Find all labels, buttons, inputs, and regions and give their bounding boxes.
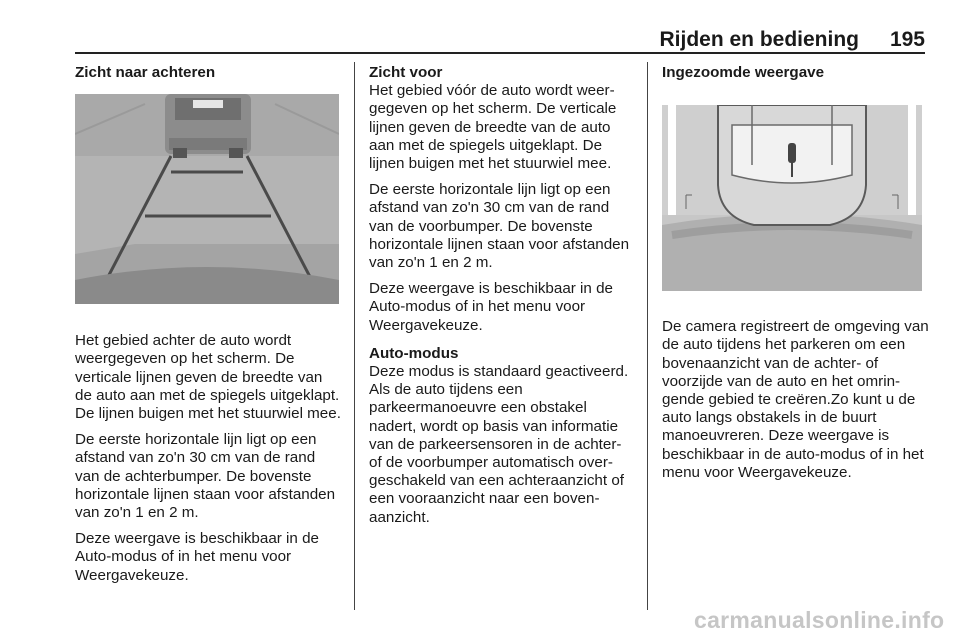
paragraph: De camera registreert de omgeving van de auto tijdens het parkeren om een bovenaanzicht van de achter- of voorzijde van de auto en het omringende gebied te creëren.Zo kunt u de auto langs obstakels in de buurt manoeuvreren. Deze weergave is beschikbaar in de auto-modus of in het menu voor Weergavekeuze. (662, 318, 929, 481)
section-heading-auto-mode: Auto-modus (369, 344, 459, 362)
top-view-illustration (662, 105, 922, 291)
rear-camera-illustration (75, 94, 339, 304)
rear-camera-image (75, 94, 339, 304)
paragraph: Deze weergave is beschikbaar in de Auto-modus of in het menu voor Weergavekeuze. (369, 280, 613, 334)
section-heading-rear-view: Zicht naar achteren (75, 64, 216, 81)
section-heading-front-view: Zicht voor (369, 64, 443, 81)
paragraph: Het gebied vóór de auto wordt weergegeven op het scherm. De verticale lijnen geven de breedte van de auto aan met de spiegels uitgeklapt. De lijnen buigen met het stuurwiel mee. (369, 82, 617, 173)
header-title: Rijden en bediening (659, 28, 859, 51)
paragraph: Deze weergave is beschikbaar in de Auto-modus of in het menu voor Weergavekeuze. (75, 530, 319, 584)
paragraph: Deze modus is standaard geactiveerd. Als de auto tijdens een parkeermanoeuvre een obstakel nadert, wordt op basis van informatie van de parkeersensoren in de achter- of de voorbumper automatisch overgeschakeld van een achteraanzicht of een vooraanzicht naar een bovenaanzicht. (369, 363, 629, 526)
watermark: carmanualsonline.info (694, 607, 945, 633)
paragraph: Het gebied achter de auto wordt weergegeven op het scherm. De verticale lijnen geven de breedte van de auto aan met de spiegels uitgeklapt. De lijnen buigen met het stuurwiel mee. (75, 332, 341, 423)
header-rule (75, 52, 925, 54)
page-number: 195 (889, 28, 925, 51)
paragraph: De eerste horizontale lijn ligt op een afstand van zo'n 30 cm van de rand van de achterbumper. De bovenste horizontale lijnen staan voor afstanden van zo'n 1 en 2 m. (75, 431, 336, 522)
column-divider-1 (354, 62, 355, 610)
top-view-image (662, 105, 922, 291)
column-divider-2 (647, 62, 648, 610)
section-heading-zoom-view: Ingezoomde weergave (662, 64, 825, 81)
paragraph: De eerste horizontale lijn ligt op een afstand van zo'n 30 cm van de rand van de voorbumper. De bovenste horizontale lijnen staan voor afstanden van zo'n 1 en 2 m. (369, 181, 630, 272)
page-header (75, 28, 925, 52)
column-2 (369, 64, 637, 535)
